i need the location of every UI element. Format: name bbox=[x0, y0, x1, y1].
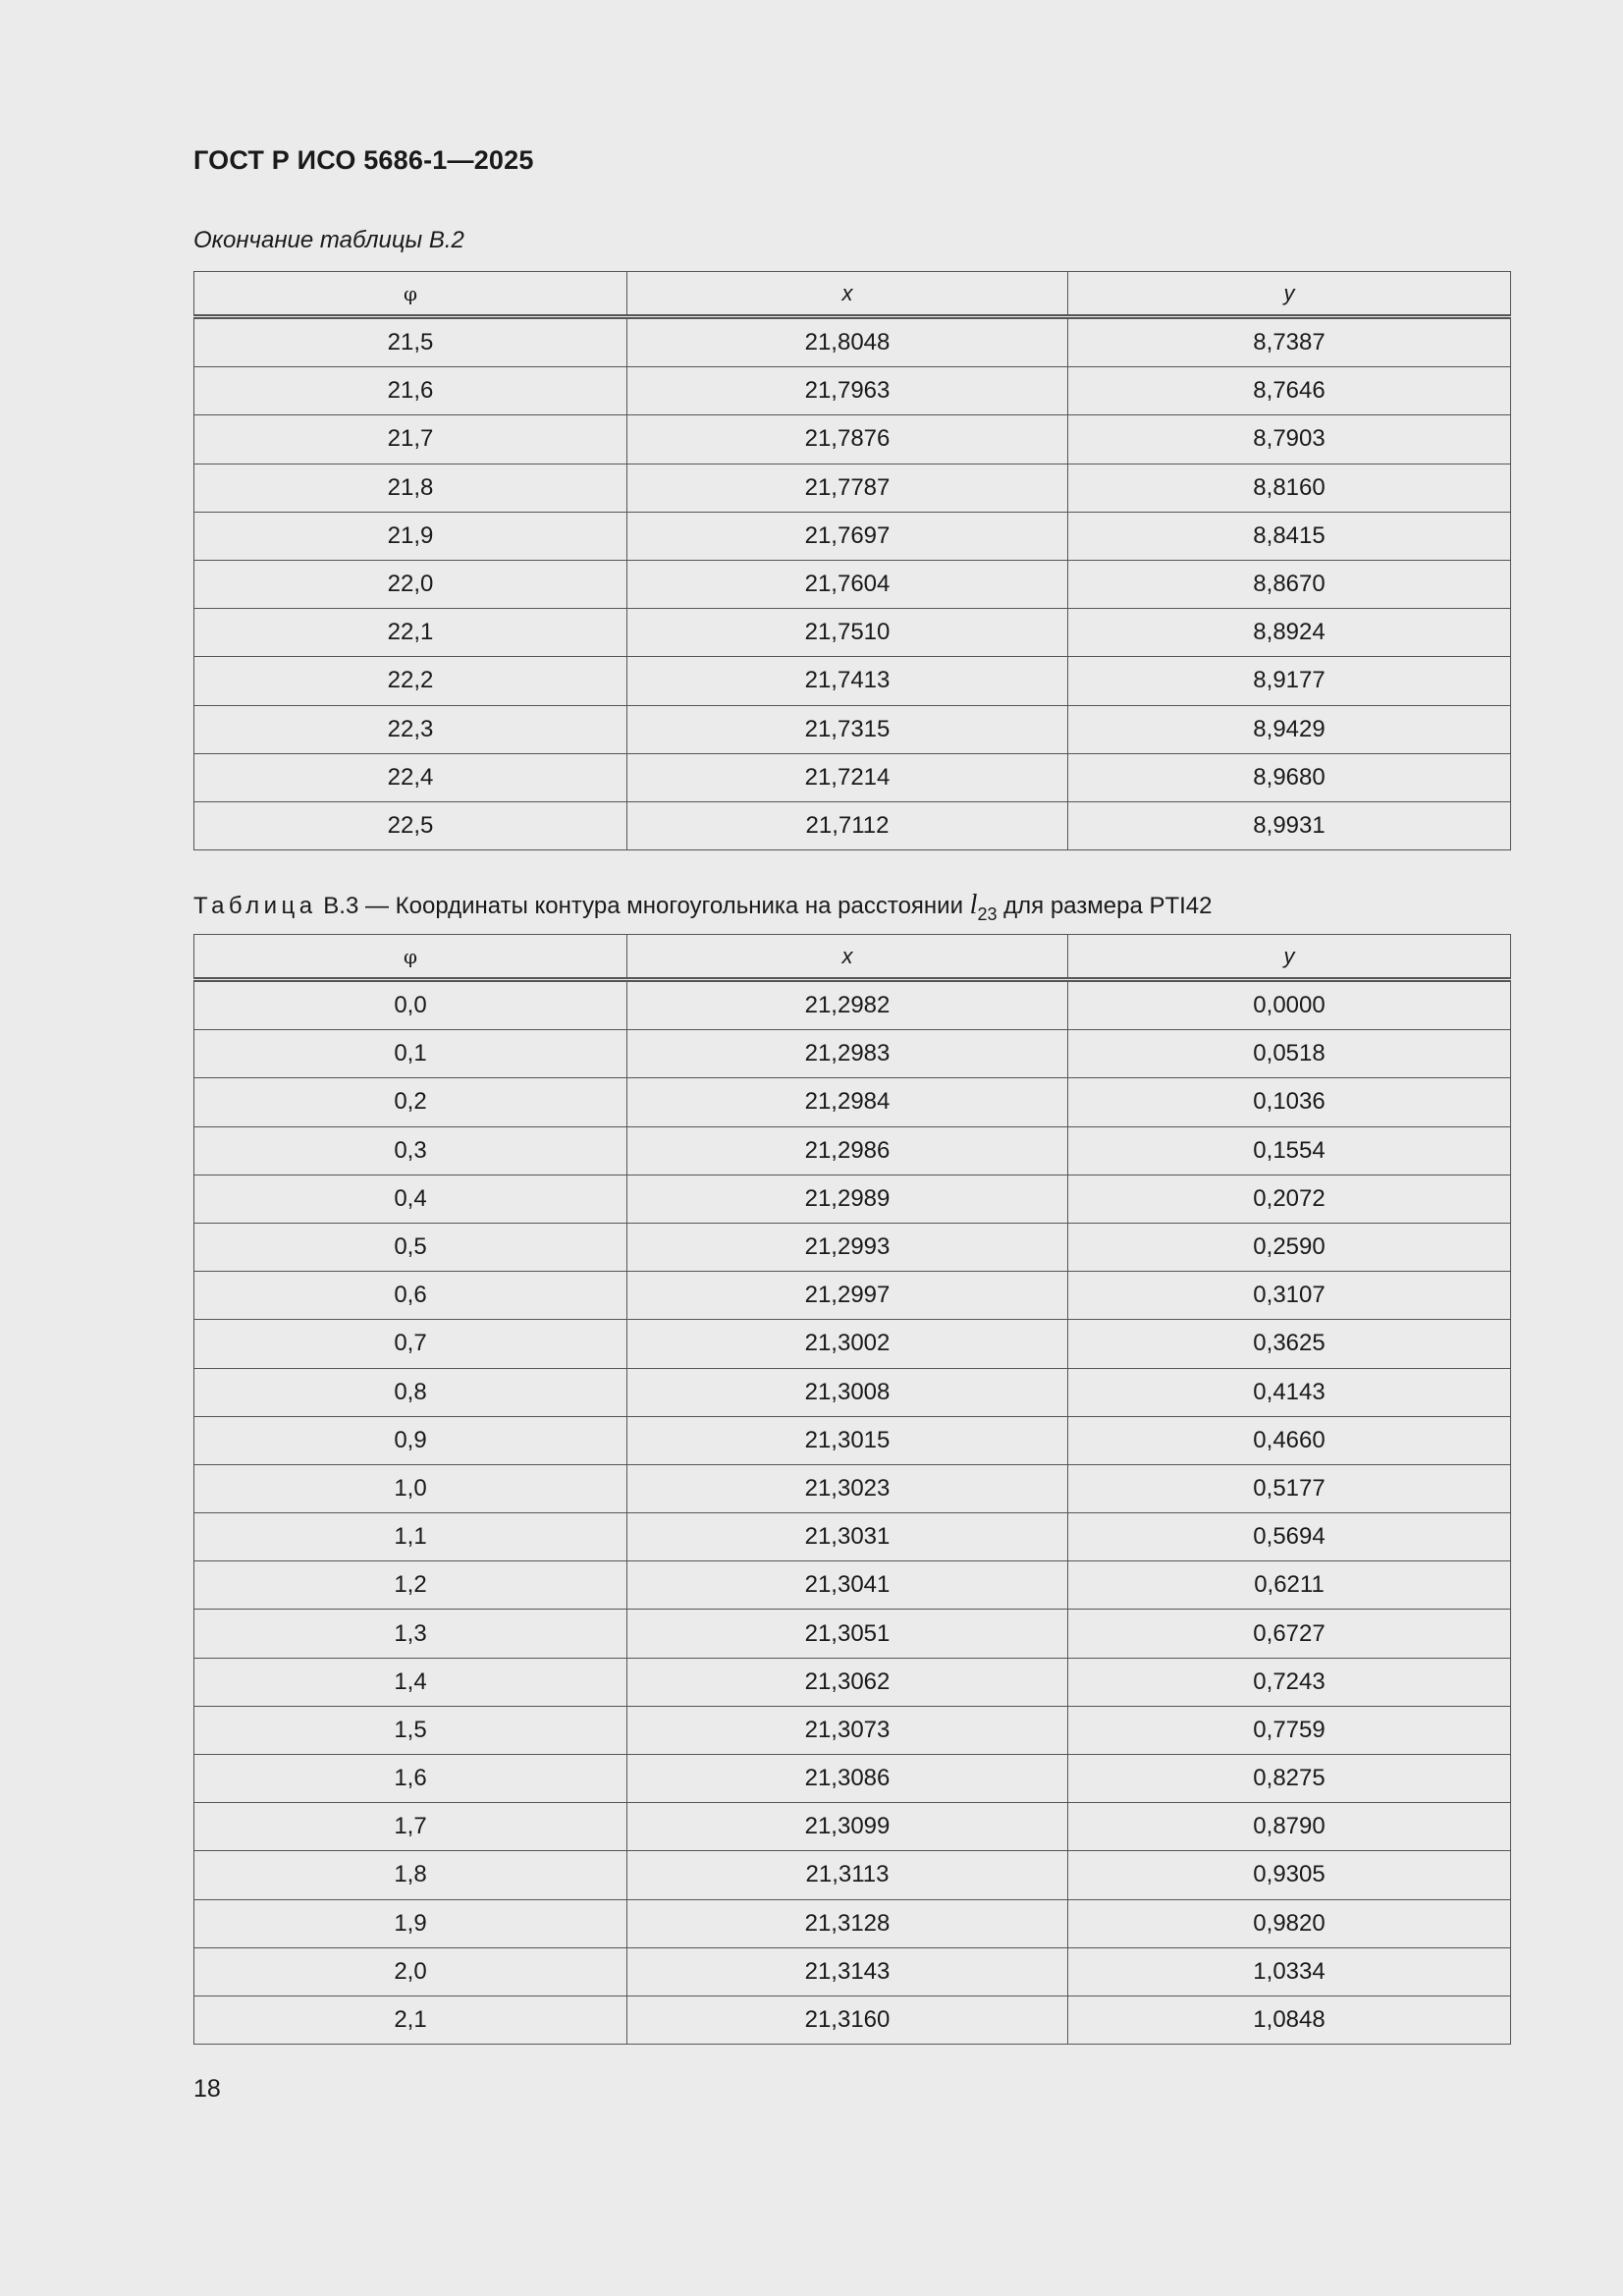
table-header-row bbox=[194, 272, 1511, 317]
cell-y: 8,8924 bbox=[1068, 609, 1511, 657]
table-row bbox=[194, 1126, 1511, 1175]
cell-x: 21,3086 bbox=[627, 1755, 1068, 1803]
cell-x: 21,3051 bbox=[627, 1610, 1068, 1658]
cell-phi: 22,3 bbox=[194, 705, 627, 753]
cell-x: 21,3160 bbox=[627, 1995, 1068, 2044]
cell-phi: 21,9 bbox=[194, 512, 627, 560]
cell-phi: 1,3 bbox=[194, 1610, 627, 1658]
cell-x: 21,2997 bbox=[627, 1272, 1068, 1320]
cell-x: 21,7315 bbox=[627, 705, 1068, 753]
table-row bbox=[194, 1561, 1511, 1610]
table-row bbox=[194, 1464, 1511, 1512]
cell-y: 0,6727 bbox=[1068, 1610, 1511, 1658]
table-row bbox=[194, 367, 1511, 415]
cell-x: 21,3113 bbox=[627, 1851, 1068, 1899]
table-b2 bbox=[193, 271, 1511, 850]
cell-x: 21,3015 bbox=[627, 1416, 1068, 1464]
cell-y: 0,9305 bbox=[1068, 1851, 1511, 1899]
cell-phi: 22,4 bbox=[194, 753, 627, 801]
variable-l: l bbox=[969, 890, 978, 920]
table-row bbox=[194, 1368, 1511, 1416]
table-b3-caption bbox=[193, 890, 1213, 925]
cell-x: 21,7214 bbox=[627, 753, 1068, 801]
column-header-y: y bbox=[1068, 935, 1511, 980]
table-row bbox=[194, 1078, 1511, 1126]
cell-phi: 1,0 bbox=[194, 1464, 627, 1512]
cell-x: 21,3099 bbox=[627, 1803, 1068, 1851]
table-row bbox=[194, 415, 1511, 464]
cell-x: 21,2989 bbox=[627, 1175, 1068, 1223]
table-row bbox=[194, 1947, 1511, 1995]
cell-phi: 0,0 bbox=[194, 980, 627, 1030]
cell-phi: 21,8 bbox=[194, 464, 627, 512]
cell-phi: 0,1 bbox=[194, 1030, 627, 1078]
cell-y: 0,0518 bbox=[1068, 1030, 1511, 1078]
table-label: Таблица bbox=[193, 893, 317, 919]
cell-x: 21,2984 bbox=[627, 1078, 1068, 1126]
cell-x: 21,3023 bbox=[627, 1464, 1068, 1512]
cell-x: 21,2993 bbox=[627, 1223, 1068, 1271]
cell-x: 21,2983 bbox=[627, 1030, 1068, 1078]
table-row bbox=[194, 1899, 1511, 1947]
cell-y: 8,8670 bbox=[1068, 560, 1511, 608]
page-number: 18 bbox=[193, 2075, 221, 2103]
table-row bbox=[194, 1272, 1511, 1320]
cell-y: 8,9177 bbox=[1068, 657, 1511, 705]
cell-y: 1,0334 bbox=[1068, 1947, 1511, 1995]
cell-phi: 0,2 bbox=[194, 1078, 627, 1126]
cell-phi: 22,5 bbox=[194, 801, 627, 849]
cell-x: 21,7413 bbox=[627, 657, 1068, 705]
cell-phi: 1,6 bbox=[194, 1755, 627, 1803]
cell-x: 21,3002 bbox=[627, 1320, 1068, 1368]
column-header-phi: φ bbox=[194, 935, 627, 980]
table-b3 bbox=[193, 934, 1511, 2045]
cell-x: 21,2982 bbox=[627, 980, 1068, 1030]
cell-y: 0,5177 bbox=[1068, 1464, 1511, 1512]
cell-y: 0,4660 bbox=[1068, 1416, 1511, 1464]
cell-x: 21,3143 bbox=[627, 1947, 1068, 1995]
cell-phi: 0,3 bbox=[194, 1126, 627, 1175]
cell-phi: 1,9 bbox=[194, 1899, 627, 1947]
cell-y: 8,8160 bbox=[1068, 464, 1511, 512]
cell-phi: 21,5 bbox=[194, 317, 627, 367]
table-row bbox=[194, 1223, 1511, 1271]
cell-phi: 0,5 bbox=[194, 1223, 627, 1271]
table-row bbox=[194, 464, 1511, 512]
cell-x: 21,7510 bbox=[627, 609, 1068, 657]
cell-phi: 0,8 bbox=[194, 1368, 627, 1416]
cell-y: 8,7903 bbox=[1068, 415, 1511, 464]
cell-x: 21,3008 bbox=[627, 1368, 1068, 1416]
table-row bbox=[194, 512, 1511, 560]
cell-x: 21,3128 bbox=[627, 1899, 1068, 1947]
cell-y: 0,2072 bbox=[1068, 1175, 1511, 1223]
document-header: ГОСТ Р ИСО 5686-1—2025 bbox=[193, 145, 534, 175]
cell-x: 21,7876 bbox=[627, 415, 1068, 464]
cell-y: 0,3107 bbox=[1068, 1272, 1511, 1320]
table-header-row bbox=[194, 935, 1511, 980]
cell-y: 8,7646 bbox=[1068, 367, 1511, 415]
cell-x: 21,7787 bbox=[627, 464, 1068, 512]
cell-x: 21,7112 bbox=[627, 801, 1068, 849]
table-row bbox=[194, 705, 1511, 753]
column-header-x: x bbox=[627, 935, 1068, 980]
cell-phi: 21,7 bbox=[194, 415, 627, 464]
table-row bbox=[194, 1658, 1511, 1706]
table-row bbox=[194, 657, 1511, 705]
cell-phi: 1,4 bbox=[194, 1658, 627, 1706]
cell-y: 0,2590 bbox=[1068, 1223, 1511, 1271]
cell-y: 0,8275 bbox=[1068, 1755, 1511, 1803]
cell-y: 0,0000 bbox=[1068, 980, 1511, 1030]
table-row bbox=[194, 1851, 1511, 1899]
table-row bbox=[194, 1320, 1511, 1368]
cell-phi: 21,6 bbox=[194, 367, 627, 415]
cell-y: 0,8790 bbox=[1068, 1803, 1511, 1851]
cell-y: 0,1036 bbox=[1068, 1078, 1511, 1126]
table-row bbox=[194, 1513, 1511, 1561]
cell-phi: 2,1 bbox=[194, 1995, 627, 2044]
cell-y: 0,7243 bbox=[1068, 1658, 1511, 1706]
cell-y: 1,0848 bbox=[1068, 1995, 1511, 2044]
cell-phi: 0,6 bbox=[194, 1272, 627, 1320]
cell-phi: 0,9 bbox=[194, 1416, 627, 1464]
cell-phi: 2,0 bbox=[194, 1947, 627, 1995]
cell-x: 21,3062 bbox=[627, 1658, 1068, 1706]
cell-x: 21,7697 bbox=[627, 512, 1068, 560]
table-row bbox=[194, 1803, 1511, 1851]
cell-y: 0,9820 bbox=[1068, 1899, 1511, 1947]
cell-x: 21,8048 bbox=[627, 317, 1068, 367]
cell-y: 0,6211 bbox=[1068, 1561, 1511, 1610]
table-row bbox=[194, 609, 1511, 657]
cell-phi: 22,2 bbox=[194, 657, 627, 705]
table-row bbox=[194, 1706, 1511, 1754]
cell-y: 8,9931 bbox=[1068, 801, 1511, 849]
cell-phi: 1,5 bbox=[194, 1706, 627, 1754]
column-header-phi: φ bbox=[194, 272, 627, 317]
caption-text: В.3 — Координаты контура многоугольника на расстоянии bbox=[316, 893, 970, 919]
cell-y: 0,1554 bbox=[1068, 1126, 1511, 1175]
cell-phi: 1,7 bbox=[194, 1803, 627, 1851]
cell-phi: 1,8 bbox=[194, 1851, 627, 1899]
cell-x: 21,3041 bbox=[627, 1561, 1068, 1610]
cell-phi: 22,0 bbox=[194, 560, 627, 608]
cell-x: 21,2986 bbox=[627, 1126, 1068, 1175]
cell-y: 0,5694 bbox=[1068, 1513, 1511, 1561]
cell-phi: 1,1 bbox=[194, 1513, 627, 1561]
cell-y: 0,4143 bbox=[1068, 1368, 1511, 1416]
cell-x: 21,3031 bbox=[627, 1513, 1068, 1561]
variable-subscript: 23 bbox=[977, 904, 998, 924]
table-row bbox=[194, 1030, 1511, 1078]
cell-x: 21,7963 bbox=[627, 367, 1068, 415]
cell-y: 0,7759 bbox=[1068, 1706, 1511, 1754]
table-row bbox=[194, 753, 1511, 801]
table-row bbox=[194, 1175, 1511, 1223]
cell-y: 8,8415 bbox=[1068, 512, 1511, 560]
cell-phi: 22,1 bbox=[194, 609, 627, 657]
column-header-y: y bbox=[1068, 272, 1511, 317]
cell-x: 21,7604 bbox=[627, 560, 1068, 608]
cell-y: 0,3625 bbox=[1068, 1320, 1511, 1368]
caption-text-end: для размера PTI42 bbox=[997, 893, 1213, 919]
cell-y: 8,7387 bbox=[1068, 317, 1511, 367]
cell-y: 8,9680 bbox=[1068, 753, 1511, 801]
cell-phi: 0,7 bbox=[194, 1320, 627, 1368]
cell-y: 8,9429 bbox=[1068, 705, 1511, 753]
table-row bbox=[194, 560, 1511, 608]
table-row bbox=[194, 801, 1511, 849]
table-row bbox=[194, 1610, 1511, 1658]
table-b2-caption: Окончание таблицы В.2 bbox=[193, 227, 464, 253]
table-row bbox=[194, 317, 1511, 367]
cell-phi: 1,2 bbox=[194, 1561, 627, 1610]
table-row bbox=[194, 1416, 1511, 1464]
column-header-x: x bbox=[627, 272, 1068, 317]
table-row bbox=[194, 1755, 1511, 1803]
table-row bbox=[194, 1995, 1511, 2044]
cell-x: 21,3073 bbox=[627, 1706, 1068, 1754]
table-row bbox=[194, 980, 1511, 1030]
cell-phi: 0,4 bbox=[194, 1175, 627, 1223]
